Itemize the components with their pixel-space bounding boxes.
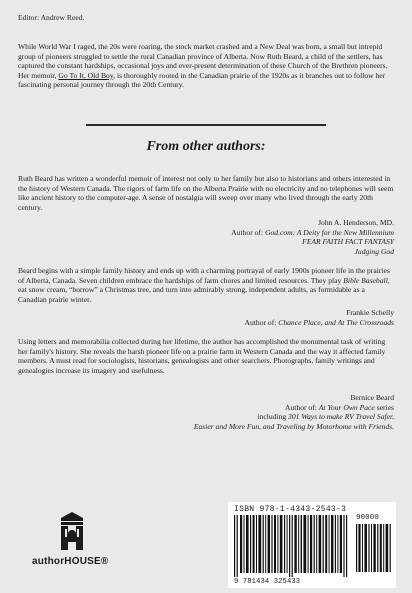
reviewer-name: Bernice Beard <box>350 393 394 402</box>
reviewer-books-line <box>34 403 394 413</box>
description-text-b: , is thoroughly rooted in the Canadian prairie of the 1920s as it branches out to follow her fascinating personal journey through the 20th Century. <box>18 70 386 90</box>
series-suffix: series <box>374 402 394 412</box>
description-text-a: While World War I raged, the 20s were roaring, the stock market crashed and a New Deal was born, a small but intrepid group of pioneers struggled to settle the rural Canadian province of Alberta. Now Ruth Beard, a child of the settlers, has captured the constant hardships, occasional joys and ever-present determination of these Church of the Brethren pioneers. Her memoir, <box>18 42 388 80</box>
barcode-bars-icon <box>232 515 350 577</box>
reviewer-books-line <box>34 318 394 328</box>
book-description <box>18 42 394 90</box>
book-title: Go To It, Old Boy <box>58 70 114 80</box>
reviewer-name: John A. Henderson, MD. <box>318 218 394 227</box>
editor-credit: Editor: Andrew Reed. <box>18 13 85 22</box>
isbn-barcode <box>228 502 396 588</box>
review-text-b: , eat snow cream, “borrow” a Christmas tree, and turn into admirably strong, independent adults, as formidable as a Canadian prairie winter. <box>18 275 390 304</box>
review-schelly-attribution <box>34 308 394 327</box>
book-title: God.com: A Deity for the New Millennium <box>264 227 394 237</box>
book-title: Chance Place, and At The Crossroads <box>278 317 394 327</box>
game-title: Bible Baseball <box>343 275 388 285</box>
review-text-a: Beard begins with a simple family history and ends up with a charming portrayal of early 1900s pioneer life in the prairies of Alberta, Canada. Seven children embrace the hardships of farm chores and limited resources. They play <box>18 266 390 285</box>
section-heading: From other authors: <box>146 139 266 154</box>
review-schelly <box>18 266 394 304</box>
review-beard: Using letters and memorabilia collected during her lifetime, the author has accomplished the monumental task of writing her family's history. She reveals the harsh pioneer life on a prairie farm in Western Canada and the way it affected family members. A must read for sociologists, historians, genealogists and other searchers. Photographs, family writings and genealogies increase its imagery and usefulness. <box>18 337 386 375</box>
price-barcode-bars-icon <box>356 524 392 572</box>
author-of-label: Author of: <box>285 402 319 412</box>
including-label: including <box>257 412 289 422</box>
review-henderson: Ruth Beard has written a wonderful memoir of interest not only to her family but also to historians and others interested in the history of Western Canada. The rigors of farm life on the Alberta Prairie with no electricity and no telephones will seem like ancient history to the computer-age. A sense of nostalgia will sweep over many who lived through the early 20th century. <box>18 174 394 212</box>
author-of-label: Author of: <box>244 317 279 327</box>
reviewer-books-line <box>34 228 394 238</box>
reviewer-books-line-2 <box>34 412 394 422</box>
isbn-number: ISBN 978-1-4343-2543-3 <box>234 505 347 514</box>
review-beard-attribution <box>34 393 394 431</box>
author-of-label: Author of: <box>231 227 265 237</box>
book-title: Easier and More Fun, and Traveling by Motorhome with Friends. <box>193 421 394 431</box>
divider-line <box>86 124 326 126</box>
review-henderson-attribution <box>34 218 394 256</box>
book-title: 301 Ways to make RV Travel Safer, <box>288 412 394 422</box>
book-title: At Your Own Pace <box>318 402 375 412</box>
reviewer-name: Frankie Schelly <box>346 308 394 317</box>
price-code: 90000 <box>356 514 379 522</box>
book-title: FEAR FAITH FACT FANTASY <box>302 237 394 247</box>
publisher-name: authorHOUSE® <box>32 556 109 567</box>
isbn-digits: 9 781434 325433 <box>234 578 301 586</box>
book-title: Judging God <box>354 246 394 256</box>
